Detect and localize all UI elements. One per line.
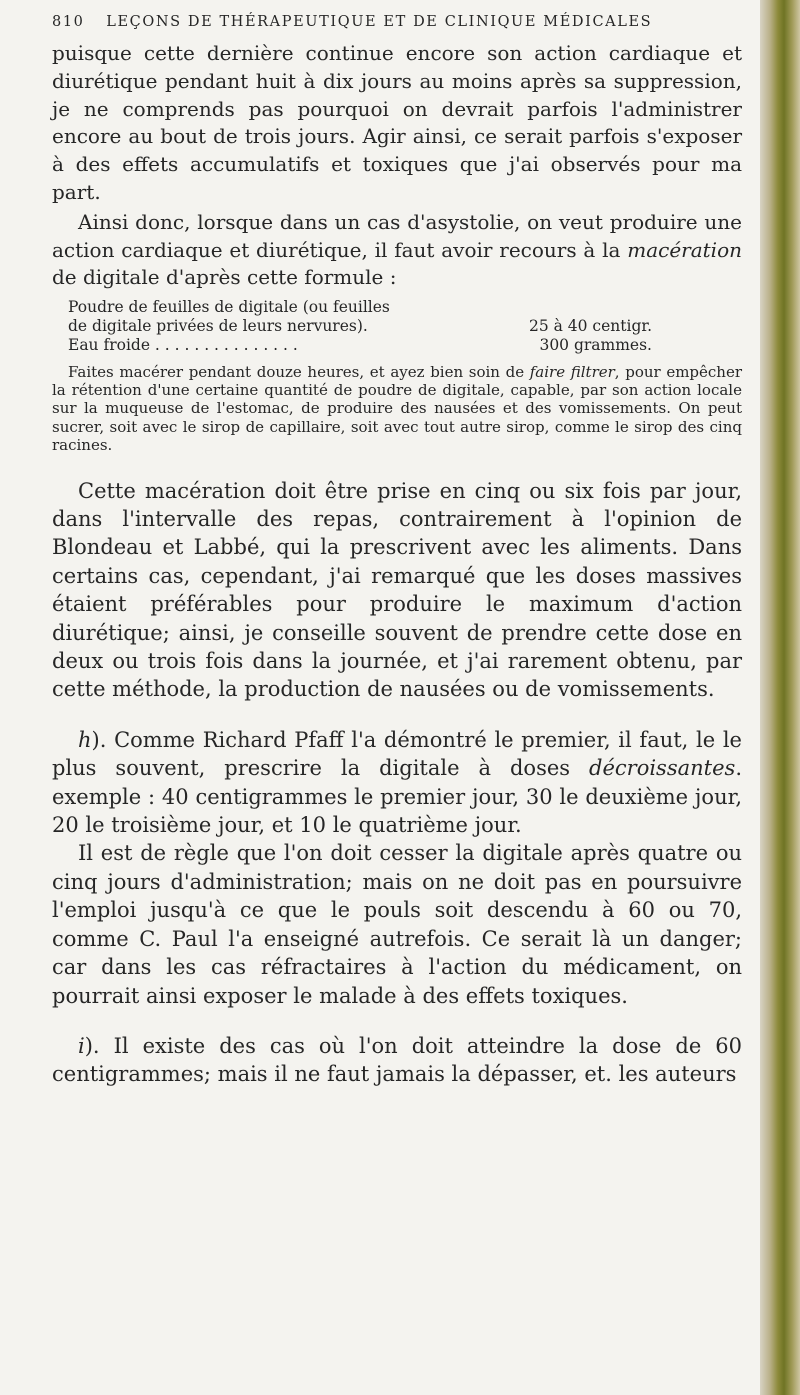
section-h-text-end: . exemple : 40 centigrammes le premier jour, 30 le deuxième jour, 20 le troisième jour, et 10 le quatrième jour.: [52, 756, 742, 838]
paragraph-dosage-timing: Cette macération doit être prise en cinq ou six fois par jour, dans l'intervalle des repas, contrairement à l'opinion de Blondeau et Labbé, qui la prescrivent avec les aliments. Dans certains cas, cependant, j'ai remarqué que les doses massives étaient préférables pour produire le maximum d'action diurétique; ainsi, je conseille souvent de prendre cette dose en deux ou trois fois dans la journée, et j'ai rarement obtenu, par cette méthode, la production de nausées ou de vomissements.: [52, 478, 742, 702]
section-h-emphasis: décroissantes: [589, 756, 736, 781]
page-number: 810: [52, 14, 85, 30]
section-h-paragraph-2: Il est de règle que l'on doit cesser la digitale après quatre ou cinq jours d'administration; mais on ne doit pas en poursuivre l'emploi jusqu'à ce que le pouls soit descendu à 60 ou 70, comme C. Paul l'a enseigné autrefois. Ce serait là un danger; car dans les cas réfractaires à l'action du médicament, on pourrait ainsi exposer le malade à des effets toxiques.: [52, 841, 742, 1008]
formula-qty-powder: 25 à 40 centigr.: [528, 316, 652, 335]
section-i-text: ). Il existe des cas où l'on doit atteindre la dose de 60 centigrammes; mais il ne faut jamais la dépasser, et. les auteurs: [52, 1033, 742, 1087]
formula-line-2: de digitale privées de leurs nervures).: [68, 316, 368, 335]
preparation-note: [52, 363, 742, 455]
section-h-paragraph: [52, 726, 742, 840]
formula-line-3: Eau froide . . . . . . . . . . . . . . .: [68, 335, 298, 354]
formula-row-water: [68, 336, 742, 355]
formula-qty-water: 300 grammes.: [539, 335, 652, 354]
section-h-marker: h: [78, 727, 92, 752]
running-header: [52, 14, 742, 30]
note-emphasis: faire filtrer: [529, 362, 615, 381]
intro-emphasis: macération: [627, 237, 742, 262]
intro-text-end: de digitale d'après cette formule :: [52, 265, 397, 290]
note-text-end: , pour empêcher la rétention d'une certaine quantité de poudre de digitale, capable, par son action locale sur la muqueuse de l'estomac, de produire des nausées et des vomissements. On peut sucrer, soit avec le sirop de capillaire, soit avec tout autre sirop, comme le sirop des cinq racines.: [52, 362, 743, 455]
formula-row-powder: [68, 317, 742, 336]
paragraph-maceration-intro: [52, 209, 742, 292]
section-i-paragraph: [52, 1032, 742, 1089]
intro-text-start: Ainsi donc, lorsque dans un cas d'asystolie, on veut produire une action cardiaque et diurétique, il faut avoir recours à la: [52, 209, 742, 262]
page-body: [52, 40, 742, 1089]
note-text-start: Faites macérer pendant douze heures, et ayez bien soin de: [68, 362, 530, 381]
section-i-marker: i: [78, 1033, 85, 1058]
running-title: LEÇONS DE THÉRAPEUTIQUE ET DE CLINIQUE MÉDICALES: [106, 14, 653, 30]
section-h-text-start: ). Comme Richard Pfaff l'a démontré le premier, il faut, le le plus souvent, prescrire la digitale à doses: [52, 727, 742, 781]
paragraph-continuation: puisque cette dernière continue encore son action cardiaque et diurétique pendant huit à dix jours au moins après sa suppression, je ne comprends pas pourquoi on devrait parfois l'administrer encore au bout de trois jours. Agir ainsi, ce serait parfois s'exposer à des effets accumulatifs et toxiques que j'ai observés pour ma part.: [52, 41, 742, 204]
formula-line-1: Poudre de feuilles de digitale (ou feuilles: [68, 298, 390, 317]
prescription-formula: [68, 298, 742, 354]
page-edge-decoration: [760, 0, 800, 1395]
